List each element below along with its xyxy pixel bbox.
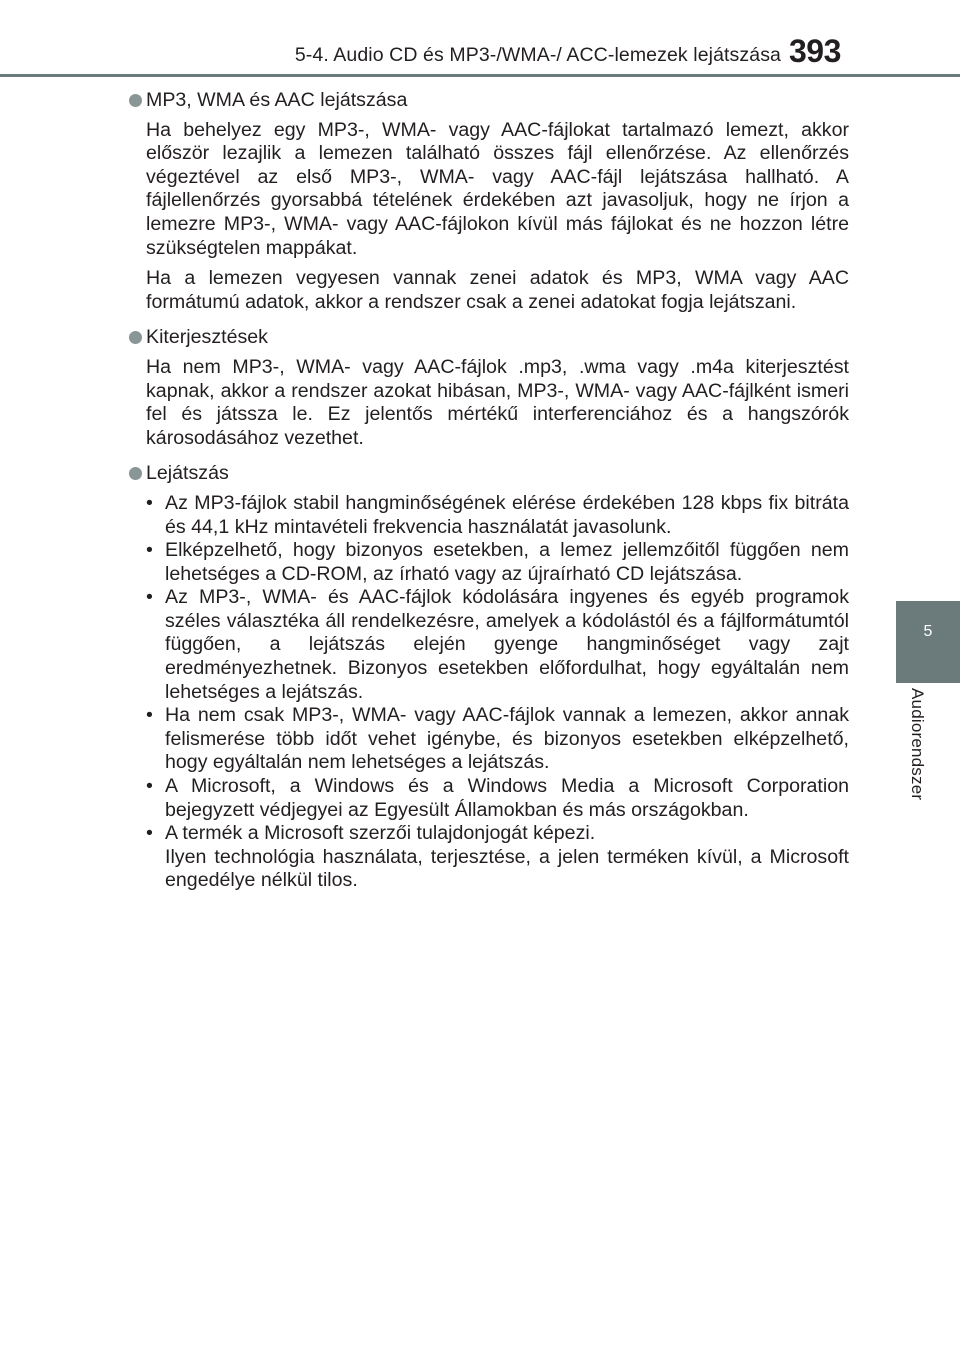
header-rule [0,74,960,77]
paragraph: Ha nem MP3-, WMA- vagy AAC-fájlok .mp3, .wma vagy .m4a kiterjesztést kapnak, akkor a rendszer azokat hibásan, MP3-, WMA- vagy AAC-fájlként ismeri fel és játssza le. Ez jelentős mértékű interferenciához és a hangszórók károsodásához vezethet. [146,355,849,449]
list-item: • A Microsoft, a Windows és a Windows Media a Microsoft Corporation bejegyzett védjegyei az Egyesült Államokban és más országokban. [146,775,849,822]
paragraph: Ha behelyez egy MP3-, WMA- vagy AAC-fájlokat tartalmazó lemezt, akkor először lezajlik a lemezen található összes fájl ellenőrzése. Az ellenőrzés végeztével az első MP3-, WMA- vagy AAC-fájl lejátszása hallható. A fájlellenőrzés gyorsabbá tételének érdekében azt javasoljuk, hogy ne írjon a lemezre MP3-, WMA- vagy AAC-fájlokon kívül más fájlokat és ne hozzon létre szükségtelen mappákat. [146,118,849,259]
playback-list [146,492,849,893]
section-bullet-icon [129,94,142,107]
page-number: 393 [789,33,841,69]
section-playback [125,462,849,893]
chapter-tab [896,601,960,683]
chapter-tab-number: 5 [923,623,933,640]
section-heading-text: Kiterjesztések [146,326,268,349]
list-item-line: Ilyen technológia használata, terjesztése, a jelen terméken kívül, a Microsoft engedélye nélkül tilos. [165,845,849,892]
list-item: • Az MP3-fájlok stabil hangminőségének elérése érdekében 128 kbps fix bitráta és 44,1 kHz mintavételi frekvencia használatát javasolunk. [146,492,849,539]
header-title: 5-4. Audio CD és MP3-/WMA-/ ACC-lemezek lejátszása [294,44,781,66]
section-mp3-wma-aac [125,89,849,314]
paragraph: Ha a lemezen vegyesen vannak zenei adatok és MP3, WMA vagy AAC formátumú adatok, akkor a rendszer csak a zenei adatokat fogja lejátszani. [146,267,849,313]
section-bullet-icon [129,331,142,344]
page-content [125,89,849,893]
section-heading-text: Lejátszás [146,462,229,485]
section-heading [125,326,849,350]
list-item-line: • A termék a Microsoft szerzői tulajdonjogát képezi. [165,822,596,845]
section-extensions [125,326,849,450]
list-item: • Ha nem csak MP3-, WMA- vagy AAC-fájlok vannak a lemezen, akkor annak felismerése több időt vehet igénybe, és bizonyos esetekben elképzelhető, hogy egyáltalán nem lehetséges a lejátszás. [146,704,849,775]
section-heading [125,89,849,113]
list-item: • Az MP3-, WMA- és AAC-fájlok kódolására ingyenes és egyéb programok széles választéka áll rendelkezésre, amelyek a kódolástól és a fájlformátumtól függően, a lejátszás elején gyenge hangminőséget vagy zajt eredményezhetnek. Bizonyos esetekben előfordulhat, hogy egyáltalán nem lehetséges a lejátszás. [146,586,849,704]
section-bullet-icon [129,467,142,480]
section-heading [125,462,849,486]
section-heading-text: MP3, WMA és AAC lejátszása [146,89,408,111]
list-item [146,822,849,893]
chapter-tab-label: Audiorendszer [908,688,927,801]
list-item: • Elképzelhető, hogy bizonyos esetekben, a lemez jellemzőitől függően nem lehetséges a CD-ROM, az írható vagy az újraírható CD lejátszása. [146,539,849,586]
